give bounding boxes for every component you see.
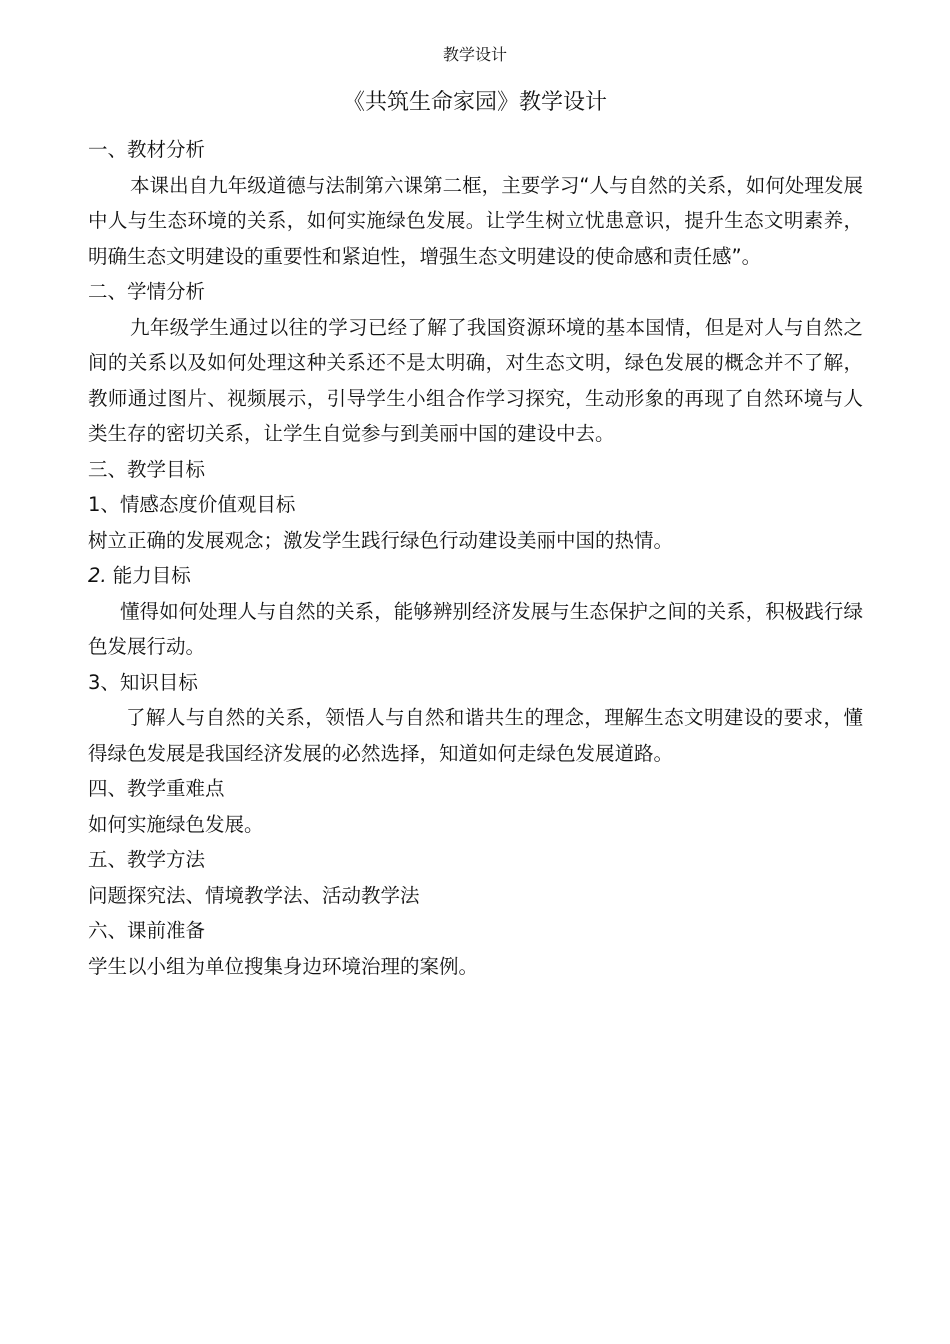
section-heading-key-points: 四、教学重难点 (88, 777, 225, 800)
goal-knowledge-title: 3、知识目标 (88, 670, 198, 694)
goal-ability-number: 2. (88, 564, 107, 587)
textbook-analysis-paragraph: 本课出自九年级道德与法制第六课第二框，主要学习“人与自然的关系，如何处理发展中人与生态环境的关系，如何实施绿色发展。让学生树立忧患意识，提升生态文明素养，明确生态文明建设的重要性和紧迫性，增强生态文明建设的使命感和责任感”。 (88, 173, 863, 268)
goal-emotion-text: 树立正确的发展观念；激发学生践行绿色行动建设美丽中国的热情。 (88, 528, 674, 552)
section-heading-textbook-analysis: 一、教材分析 (88, 138, 206, 161)
section-heading-teaching-methods: 五、教学方法 (88, 848, 206, 871)
key-points-text: 如何实施绿色发展。 (88, 812, 264, 836)
goal-ability-label: 能力目标 (106, 564, 191, 587)
goal-knowledge-text: 了解人与自然的关系，领悟人与自然和谐共生的理念，理解生态文明建设的要求，懂得绿色发展是我国经济发展的必然选择，知道如何走绿色发展道路。 (88, 706, 863, 765)
section-heading-preparation: 六、课前准备 (88, 919, 206, 942)
document-body (88, 132, 863, 984)
goal-emotion-title: 1、情感态度价值观目标 (88, 493, 296, 516)
teaching-methods-text: 问题探究法、情境教学法、活动教学法 (88, 883, 420, 907)
page-header: 教学设计 (442, 45, 507, 64)
goal-ability-title (88, 558, 863, 594)
section-heading-learner-analysis: 二、学情分析 (88, 280, 206, 303)
goal-ability-text: 懂得如何处理人与自然的关系，能够辨别经济发展与生态保护之间的关系，积极践行绿色发展行动。 (88, 599, 863, 658)
document-title: 《共筑生命家园》教学设计 (342, 90, 607, 115)
learner-analysis-paragraph: 九年级学生通过以往的学习已经了解了我国资源环境的基本国情，但是对人与自然之间的关系以及如何处理这种关系还不是太明确，对生态文明，绿色发展的概念并不了解，教师通过图片、视频展示，引导学生小组合作学习探究，生动形象的再现了自然环境与人类生存的密切关系，让学生自觉参与到美丽中国的建设中去。 (88, 315, 863, 445)
preparation-text: 学生以小组为单位搜集身边环境治理的案例。 (88, 954, 479, 978)
section-heading-teaching-goals: 三、教学目标 (88, 457, 206, 481)
